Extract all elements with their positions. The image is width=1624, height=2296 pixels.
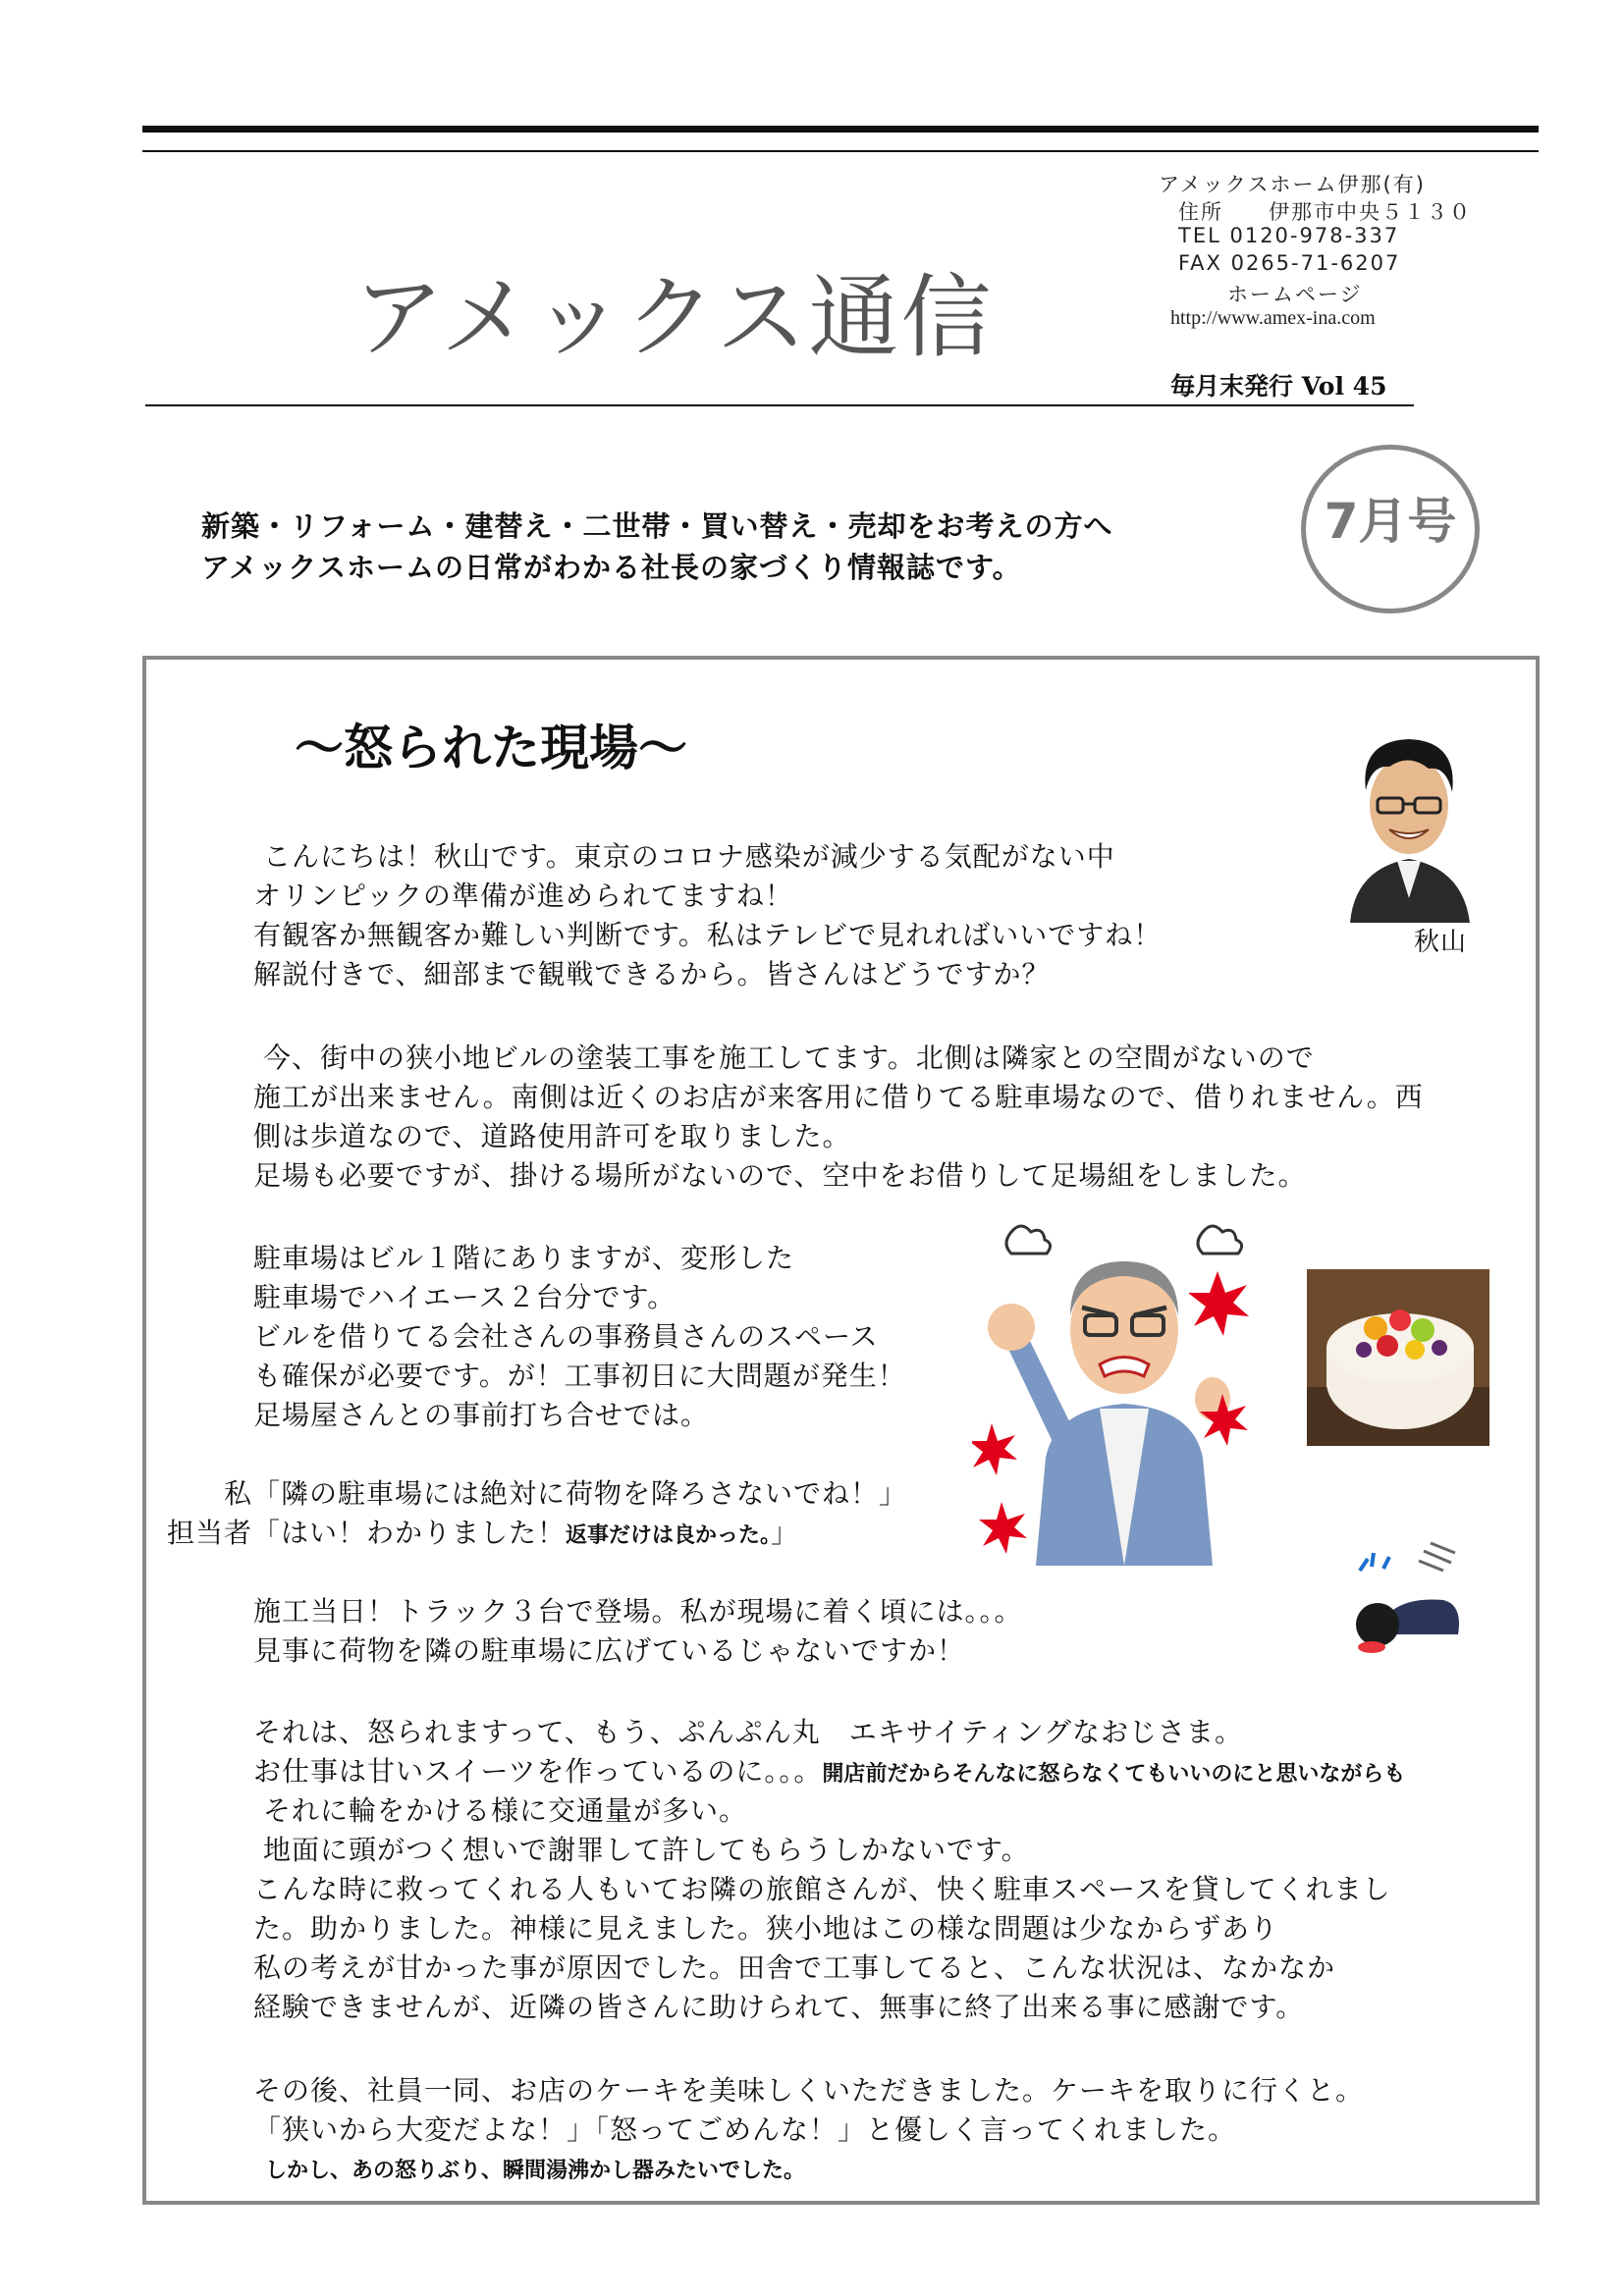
p6-line-3: しかし、あの怒りぶり、瞬間湯沸かし器みたいでした。 bbox=[265, 2159, 806, 2183]
p1-line-4: 解説付きで、細部まで観戦できるから。皆さんはどうですか？ bbox=[253, 958, 1051, 990]
p5-line-4: 地面に頭がつく想いで謝罪して許してもらうしかないです。 bbox=[263, 1834, 1030, 1866]
p5-line-6: た。助かりました。神様に見えました。狭小地はこの様な問題は少なからずあり bbox=[253, 1912, 1279, 1945]
company-address: 住所 伊那市中央５１３０ bbox=[1178, 200, 1472, 224]
month-label: 7月号 bbox=[1324, 493, 1457, 550]
angry-man-illustration bbox=[972, 1217, 1276, 1566]
header-rule-thin bbox=[142, 150, 1539, 152]
p5-line-7: 私の考えが甘かった事が原因でした。田舎で工事してると、こんな状況は、なかなか bbox=[253, 1951, 1336, 1984]
p5-line-3: それに輪をかける様に交通量が多い。 bbox=[263, 1794, 748, 1827]
bowing-man-illustration bbox=[1350, 1541, 1468, 1664]
p6-line-1: その後、社員一同、お店のケーキを美味しくいただきました。ケーキを取りに行くと。 bbox=[253, 2074, 1365, 2107]
month-badge bbox=[1301, 445, 1480, 614]
p3-line-4: も確保が必要です。が！工事初日に大問題が発生！ bbox=[253, 1360, 906, 1392]
intro-line-1: 新築・リフォーム・建替え・二世帯・買い替え・売却をお考えの方へ bbox=[201, 509, 1113, 543]
intro-line-2: アメックスホームの日常がわかる社長の家づくり情報誌です。 bbox=[201, 551, 1022, 584]
p5-line-2 bbox=[253, 1752, 1405, 1794]
p5-line-2-main: お仕事は甘いスイーツを作っているのに。。。 bbox=[253, 1755, 823, 1788]
author-caption: 秋山 bbox=[1414, 928, 1468, 957]
p3-line-3: ビルを借りてる会社さんの事務員さんのスペース bbox=[253, 1320, 879, 1353]
company-fax: FAX 0265-71-6207 bbox=[1178, 251, 1401, 275]
p4-line-1: 施工当日！トラック３台で登場。私が現場に着く頃には。。。 bbox=[253, 1595, 1023, 1628]
homepage-label: ホームページ bbox=[1227, 283, 1363, 306]
company-name: アメックスホーム伊那(有) bbox=[1159, 173, 1426, 196]
p5-line-1: それは、怒られますって、もう、ぷんぷん丸 エキサイティングなおじさま。 bbox=[253, 1716, 1244, 1748]
p2-line-3: 側は歩道なので、道路使用許可を取りました。 bbox=[253, 1120, 851, 1152]
cake-photo bbox=[1307, 1269, 1489, 1446]
newsletter-title: アメックス通信 bbox=[353, 265, 994, 370]
issue-number: 毎月末発行 Vol 45 bbox=[1170, 372, 1387, 400]
p6-line-2: 「狭いから大変だよな！」「怒ってごめんな！」と優しく言ってくれました。 bbox=[253, 2113, 1237, 2146]
header-rule-thick bbox=[142, 126, 1539, 133]
dialog-line-2-aside: 返事だけは良かった。 bbox=[566, 1523, 772, 1548]
p5-line-8: 経験できませんが、近隣の皆さんに助けられて、無事に終了出来る事に感謝です。 bbox=[253, 1991, 1305, 2023]
author-portrait bbox=[1340, 721, 1478, 923]
p5-line-5: こんな時に救ってくれる人もいてお隣の旅館さんが、快く駐車スペースを貸してくれまし bbox=[253, 1873, 1391, 1905]
issue-underline bbox=[1161, 404, 1414, 406]
p1-line-2: オリンピックの準備が進められてますね！ bbox=[253, 880, 793, 912]
dialog-line-1: 私「隣の駐車場には絶対に荷物を降ろさないでね！」 bbox=[224, 1477, 908, 1510]
dialog-line-2-end: 」 bbox=[771, 1517, 800, 1549]
p3-line-5: 足場屋さんとの事前打ち合せでは。 bbox=[253, 1399, 710, 1431]
p2-line-1: 今、街中の狭小地ビルの塗装工事を施工してます。北側は隣家との空間がないので bbox=[263, 1041, 1315, 1074]
p5-line-2-aside: 開店前だからそんなに怒らなくてもいいのにと思いながらも bbox=[822, 1762, 1406, 1787]
p2-line-4: 足場も必要ですが、掛ける場所がないので、空中をお借りして足場組をしました。 bbox=[253, 1159, 1307, 1192]
dialog-line-2-main: 担当者「はい！わかりました！ bbox=[167, 1517, 567, 1549]
p1-line-3: 有観客か無観客か難しい判断です。私はテレビで見れればいいですね！ bbox=[253, 919, 1163, 951]
p3-line-2: 駐車場でハイエース２台分です。 bbox=[253, 1281, 677, 1313]
p2-line-2: 施工が出来ません。南側は近くのお店が来客用に借りてる駐車場なので、借りれません。西 bbox=[253, 1081, 1424, 1113]
article-heading: ～怒られた現場～ bbox=[295, 720, 687, 776]
dialog-line-2 bbox=[167, 1514, 799, 1556]
p1-line-1: こんにちは！秋山です。東京のコロナ感染が減少する気配がない中 bbox=[263, 840, 1115, 873]
p3-line-1: 駐車場はビル１階にありますが、変形した bbox=[253, 1242, 795, 1274]
company-tel: TEL 0120-978-337 bbox=[1178, 224, 1400, 247]
homepage-url[interactable]: http://www.amex-ina.com bbox=[1170, 307, 1376, 329]
p4-line-2: 見事に荷物を隣の駐車場に広げているじゃないですか！ bbox=[253, 1634, 966, 1667]
